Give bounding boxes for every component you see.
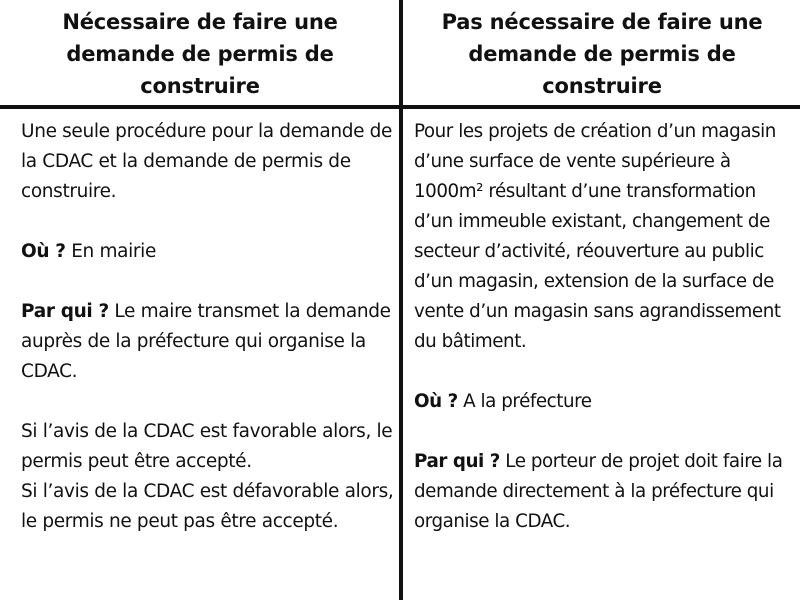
right-column-header: Pas nécessaire de faire une demande de permis de construire: [441, 10, 763, 98]
right-intro-text: Pour les projets de création d’un magasin d’une surface de vente supérieure à 1000m² résultant d’une transformation d’un immeuble existant, changement de secteur d’activité, réouverture au public d’un magasin, extension de la surface de vente d’un magasin sans agrandissement du bâtiment.: [414, 121, 781, 352]
right-who-label: Par qui ?: [414, 451, 500, 472]
spacer: [414, 417, 796, 447]
right-where-paragraph: [414, 387, 796, 417]
left-who-value: Le maire transmet la demande auprès de la préfecture qui organise la CDAC.: [21, 301, 391, 382]
spacer: [21, 207, 395, 237]
left-where-label: Où ?: [21, 241, 66, 262]
left-column-body: [21, 117, 395, 537]
right-column-body: [414, 117, 796, 537]
column-divider: [399, 0, 403, 600]
spacer: [414, 357, 796, 387]
right-where-value: A la préfecture: [463, 391, 592, 412]
left-where-paragraph: [21, 237, 395, 267]
left-favorable-text: Si l’avis de la CDAC est favorable alors, le permis peut être accepté.: [21, 421, 393, 472]
spacer: [21, 267, 395, 297]
left-unfavorable-text: Si l’avis de la CDAC est défavorable alors, le permis ne peut pas être accepté.: [21, 481, 394, 532]
left-who-label: Par qui ?: [21, 301, 109, 322]
left-intro-text: Une seule procédure pour la demande de la CDAC et la demande de permis de construire.: [21, 121, 393, 202]
right-where-label: Où ?: [414, 391, 458, 412]
spacer: [21, 387, 395, 417]
right-who-paragraph: [414, 447, 796, 537]
left-column-header: Nécessaire de faire une demande de permis de construire: [62, 10, 338, 98]
right-who-value: Le porteur de projet doit faire la demande directement à la préfecture qui organise la CDAC.: [414, 451, 783, 532]
left-where-value: En mairie: [71, 241, 156, 262]
left-who-paragraph: [21, 297, 395, 387]
